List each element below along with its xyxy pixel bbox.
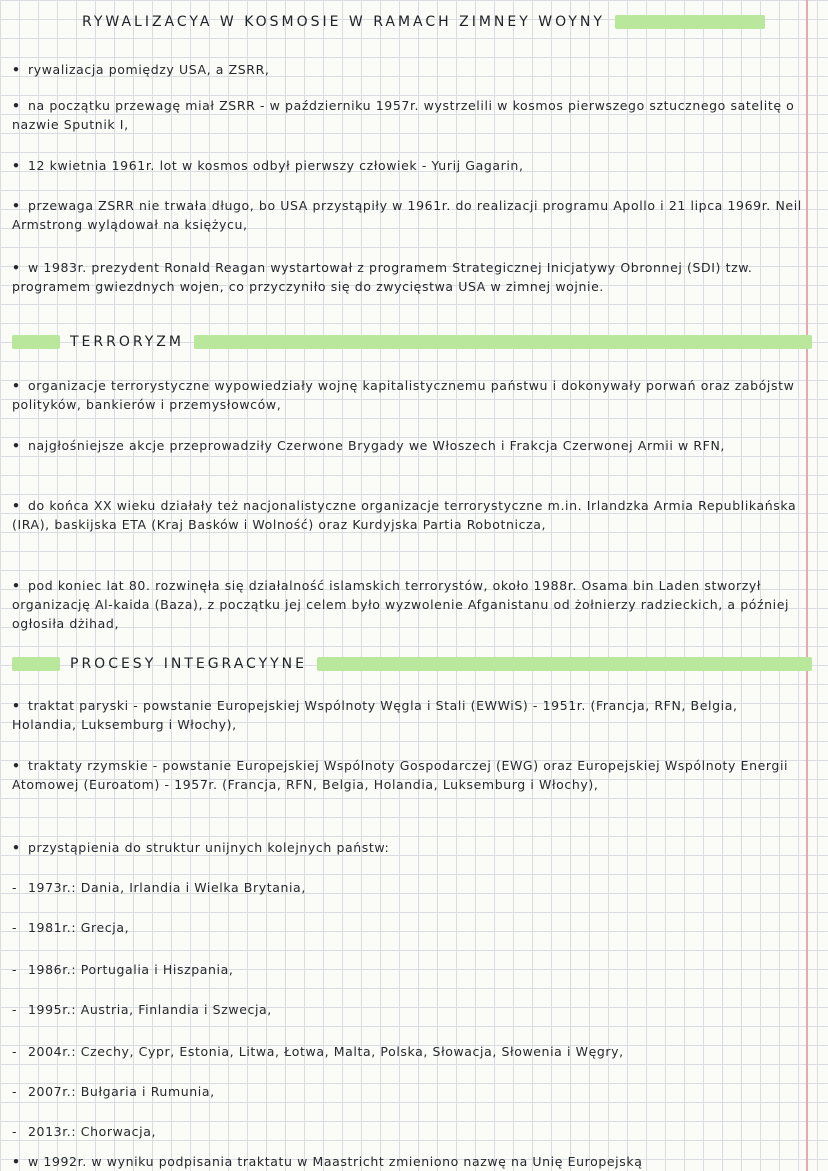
heading-highlight-left bbox=[12, 657, 60, 671]
integ-item-3 bbox=[12, 838, 802, 857]
integ-item-1 bbox=[12, 696, 802, 734]
space-item-text: rywalizacja pomiędzy USA, a ZSRR, bbox=[28, 62, 270, 77]
space-item-3 bbox=[12, 156, 802, 175]
bullet-icon: • bbox=[12, 438, 21, 453]
bullet-icon: • bbox=[12, 758, 21, 773]
heading-highlight-left bbox=[12, 335, 60, 349]
terror-item-3 bbox=[12, 496, 802, 534]
bullet-icon: • bbox=[12, 98, 21, 113]
integ-item-last bbox=[12, 1152, 802, 1171]
integ-item-text: traktat paryski - powstanie Europejskiej Wspólnoty Węgla i Stali (EWWiS) - 1951r. (Francja, RFN, Belgia, Holandia, Luksemburg i Włochy), bbox=[12, 698, 738, 732]
space-item-text: 12 kwietnia 1961r. lot w kosmos odbył pierwszy człowiek - Yurij Gagarin, bbox=[28, 158, 524, 173]
heading-highlight-right bbox=[194, 335, 812, 349]
terror-item-text: organizacje terrorystyczne wypowiedziały wojnę kapitalistycznemu państwu i dokonywały porwań oraz zabójstw polityków, bankierów i przemysłowców, bbox=[12, 378, 795, 412]
terror-item-1 bbox=[12, 376, 802, 414]
integ-item-2 bbox=[12, 756, 802, 794]
space-item-1 bbox=[12, 60, 802, 79]
page-title bbox=[82, 14, 812, 30]
bullet-icon: • bbox=[12, 840, 21, 855]
section-heading-procesy bbox=[12, 656, 812, 672]
dash-icon: - bbox=[12, 1044, 18, 1059]
accession-text: 1995r.: Austria, Finlandia i Szwecja, bbox=[28, 1002, 272, 1017]
accession-1973 bbox=[12, 878, 802, 897]
terror-item-text: pod koniec lat 80. rozwinęła się działalność islamskich terrorystów, około 1988r. Osama bin Laden stworzył organizację Al-kaida (Baza), z początku jej celem było wyzwolenie Afganistanu od żołnierzy radzieckich, a później ogłosiła dżihad, bbox=[12, 578, 790, 631]
bullet-icon: • bbox=[12, 158, 21, 173]
integ-item-text: traktaty rzymskie - powstanie Europejskiej Wspólnoty Gospodarczej (EWG) oraz Europejskiej Wspólnoty Energii Atomowej (Euroatom) - 1957r. (Francja, RFN, Belgia, Holandia, Luksemburg i Włochy), bbox=[12, 758, 789, 792]
bullet-icon: • bbox=[12, 1154, 21, 1169]
terror-item-text: do końca XX wieku działały też nacjonalistyczne organizacje terrorystyczne m.in. Irlandzka Armia Republikańska (IRA), baskijska ETA (Kraj Basków i Wolność) oraz Kurdyjska Partia Robotnicza, bbox=[12, 498, 797, 532]
section-heading-terroryzm bbox=[12, 334, 812, 350]
space-item-2 bbox=[12, 96, 802, 134]
space-item-5 bbox=[12, 258, 802, 296]
section-heading-text: PROCESY INTEGRACYYNE bbox=[70, 656, 307, 672]
space-item-text: na początku przewagę miał ZSRR - w październiku 1957r. wystrzelili w kosmos pierwszego sztucznego satelitę o nazwie Sputnik I, bbox=[12, 98, 795, 132]
space-item-text: w 1983r. prezydent Ronald Reagan wystartował z programem Strategicznej Inicjatywy Obronnej (SDI) tzw. programem gwiezdnych wojen, co przyczyniło się do zwycięstwa USA w zimnej wojnie. bbox=[12, 260, 753, 294]
bullet-icon: • bbox=[12, 578, 21, 593]
accession-2013 bbox=[12, 1122, 802, 1141]
terror-item-2 bbox=[12, 436, 802, 455]
space-item-4 bbox=[12, 196, 802, 234]
accession-text: 2013r.: Chorwacja, bbox=[28, 1124, 157, 1139]
integ-item-text: przystąpienia do struktur unijnych kolejnych państw: bbox=[28, 840, 390, 855]
integ-item-text: w 1992r. w wyniku podpisania traktatu w Maastricht zmieniono nazwę na Unię Europejską bbox=[28, 1154, 643, 1169]
accession-text: 2007r.: Bułgaria i Rumunia, bbox=[28, 1084, 215, 1099]
bullet-icon: • bbox=[12, 260, 21, 275]
accession-2007 bbox=[12, 1082, 802, 1101]
accession-text: 1973r.: Dania, Irlandia i Wielka Brytania, bbox=[28, 880, 306, 895]
dash-icon: - bbox=[12, 880, 18, 895]
title-highlight bbox=[615, 15, 765, 29]
bullet-icon: • bbox=[12, 498, 21, 513]
accession-1981 bbox=[12, 918, 802, 937]
accession-1986 bbox=[12, 960, 802, 979]
terror-item-4 bbox=[12, 576, 802, 633]
terror-item-text: najgłośniejsze akcje przeprowadziły Czerwone Brygady we Włoszech i Frakcja Czerwonej Armii w RFN, bbox=[28, 438, 725, 453]
dash-icon: - bbox=[12, 1084, 18, 1099]
bullet-icon: • bbox=[12, 698, 21, 713]
dash-icon: - bbox=[12, 920, 18, 935]
bullet-icon: • bbox=[12, 62, 21, 77]
bullet-icon: • bbox=[12, 378, 21, 393]
page-title-text: RYWALIZACYA W KOSMOSIE W RAMACH ZIMNEY WOYNY bbox=[82, 14, 605, 30]
space-item-text: przewaga ZSRR nie trwała długo, bo USA przystąpiły w 1961r. do realizacji programu Apollo i 21 lipca 1969r. Neil Armstrong wylądował na księżycu, bbox=[12, 198, 802, 232]
bullet-icon: • bbox=[12, 198, 21, 213]
section-heading-text: TERRORYZM bbox=[70, 334, 184, 350]
heading-highlight-right bbox=[317, 657, 812, 671]
dash-icon: - bbox=[12, 1124, 18, 1139]
dash-icon: - bbox=[12, 1002, 18, 1017]
accession-text: 1986r.: Portugalia i Hiszpania, bbox=[28, 962, 234, 977]
accession-text: 2004r.: Czechy, Cypr, Estonia, Litwa, Łotwa, Malta, Polska, Słowacja, Słowenia i Węgry, bbox=[28, 1044, 624, 1059]
dash-icon: - bbox=[12, 962, 18, 977]
accession-2004 bbox=[12, 1042, 802, 1061]
accession-text: 1981r.: Grecja, bbox=[28, 920, 130, 935]
page-margin-line bbox=[806, 0, 808, 1171]
accession-1995 bbox=[12, 1000, 802, 1019]
